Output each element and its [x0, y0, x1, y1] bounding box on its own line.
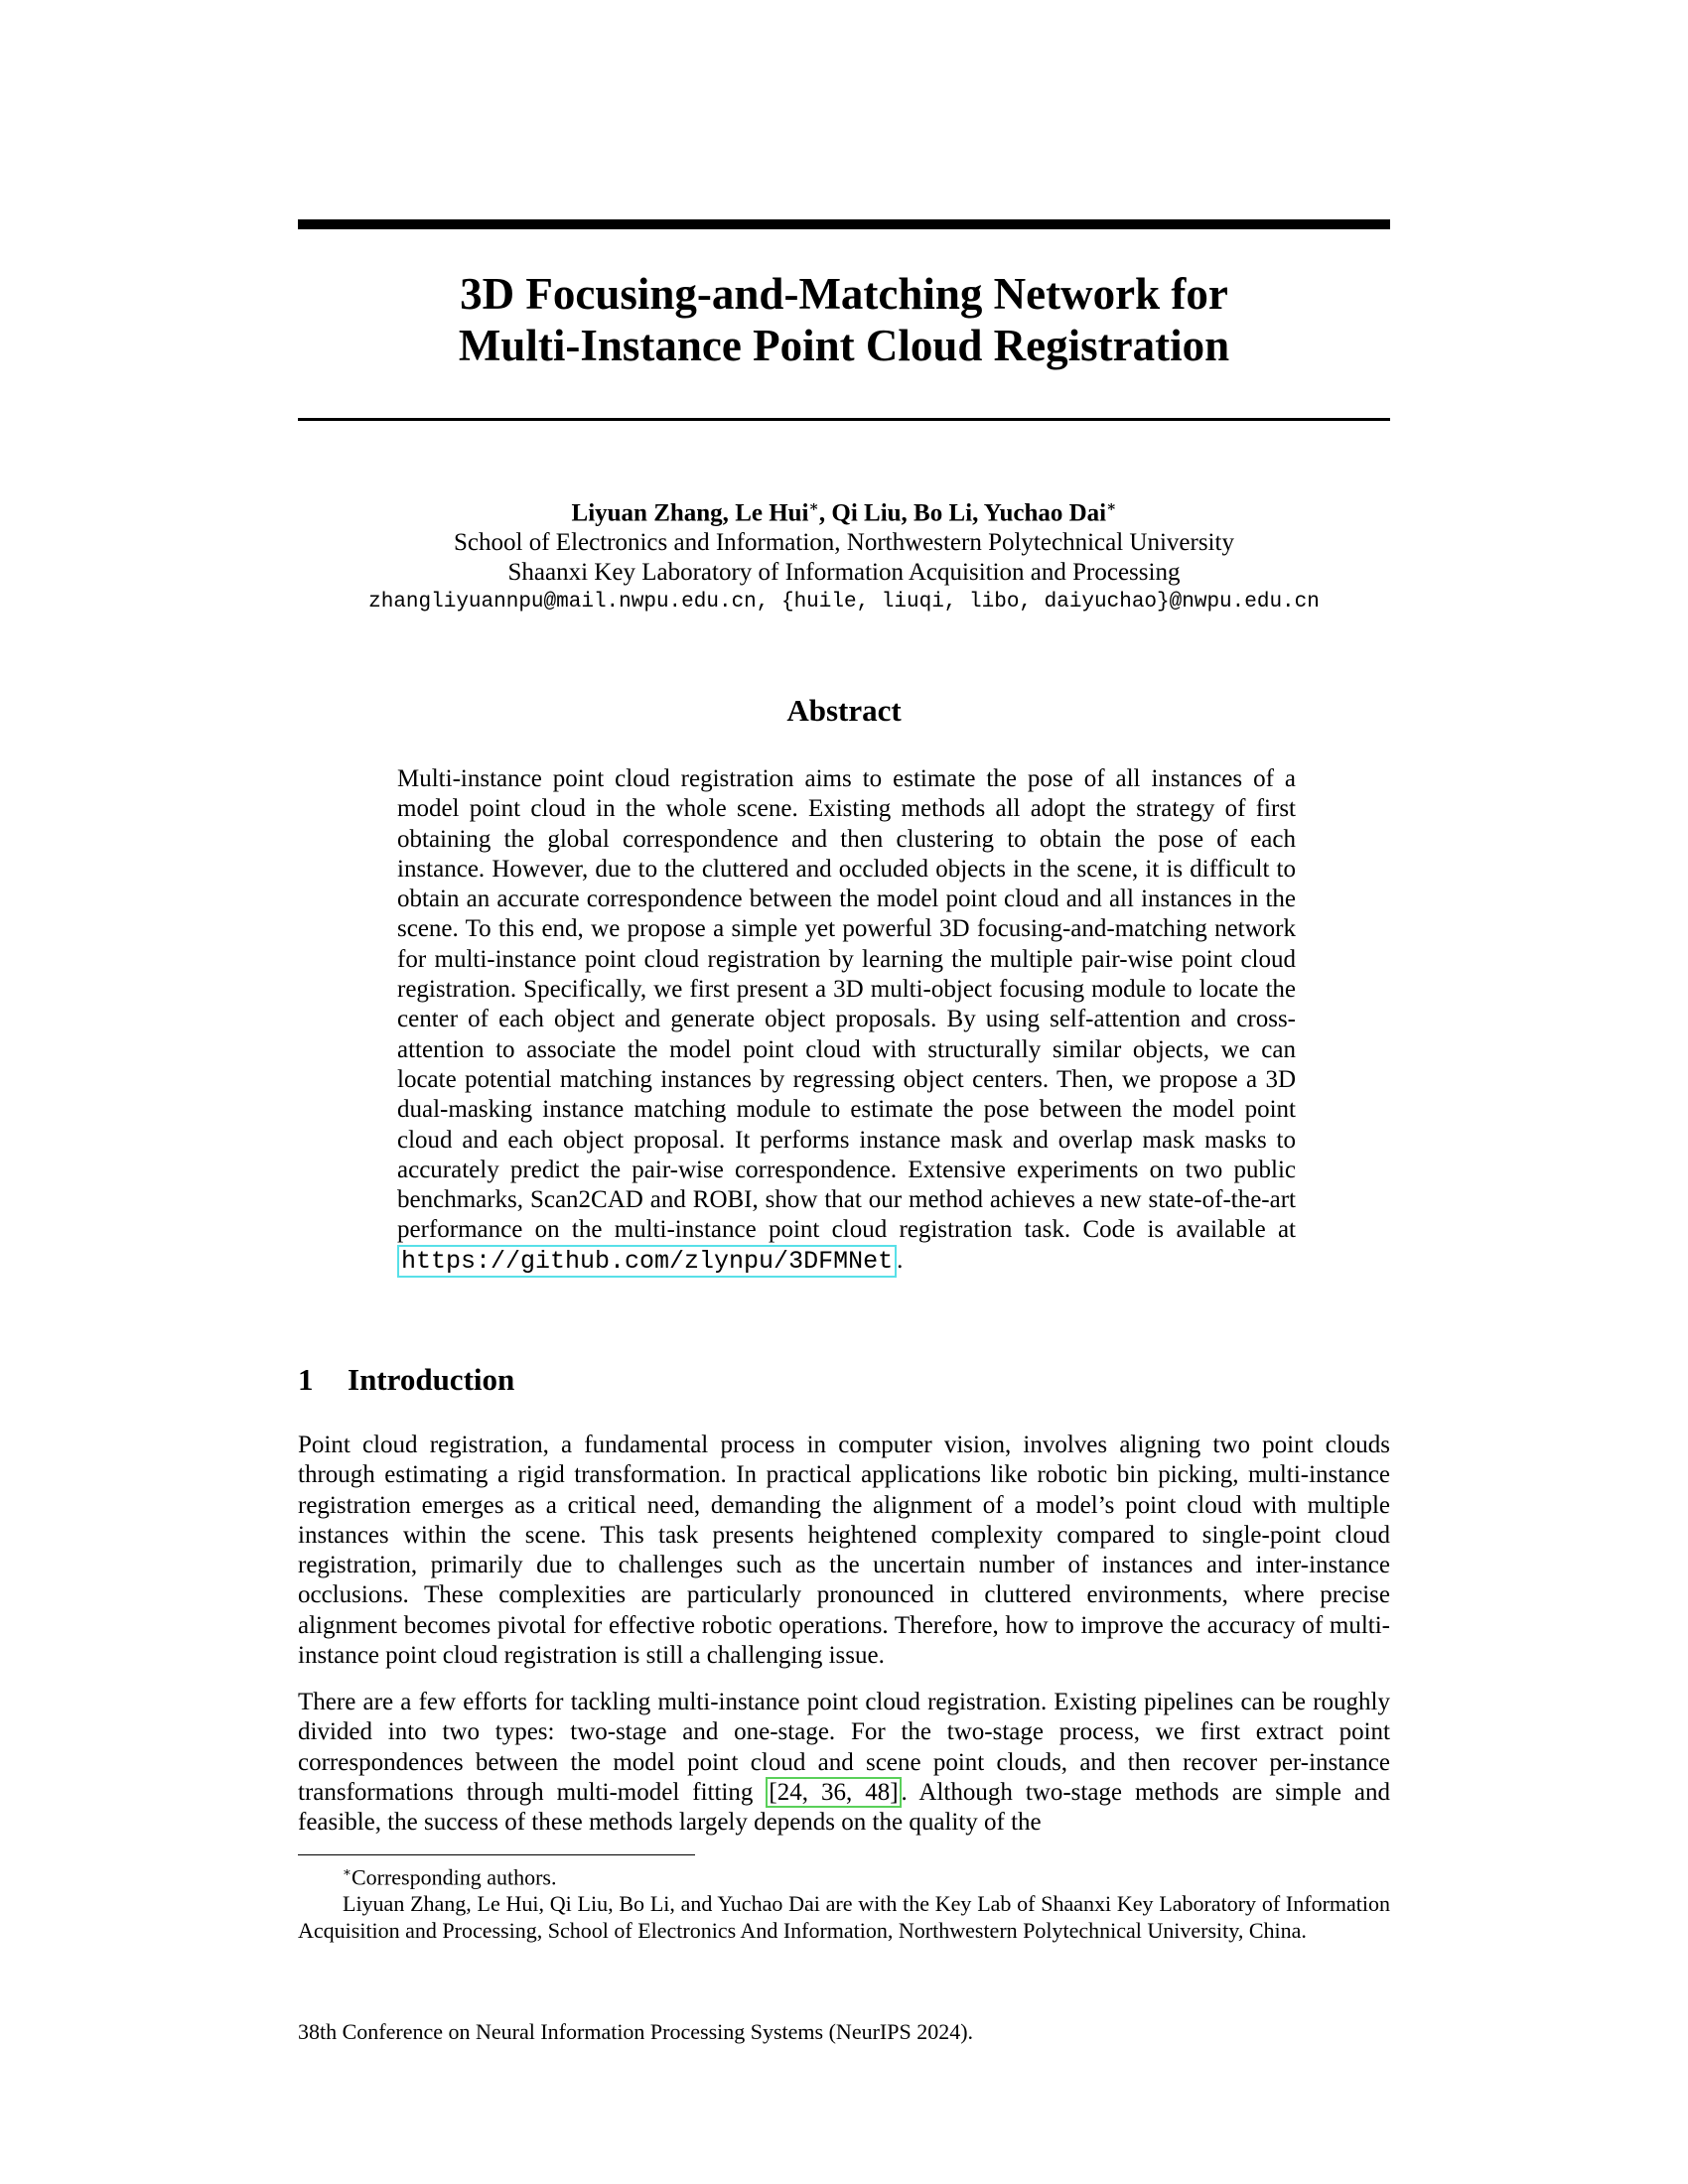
section-title: Introduction [348, 1362, 515, 1397]
footnotes [298, 1858, 1390, 1944]
abstract-body: Multi-instance point cloud registration aims to estimate the pose of all instances of a model point cloud in the whole scene. Existing methods all adopt the strategy of first obtaining the global correspondence and then clustering to obtain the pose of each instance. However, due to the cluttered and occluded objects in the scene, it is difficult to obtain an accurate correspondence between the model point cloud and all instances in the scene. To this end, we propose a simple yet powerful 3D focusing-and-matching network for multi-instance point cloud registration by learning the multiple pair-wise point cloud registration. Specifically, we first present a 3D multi-object focusing module to locate the center of each object and generate object proposals. By using self-attention and cross-attention to associate the model point cloud with structurally similar objects, we can locate potential matching instances by regressing object centers. Then, we propose a 3D dual-masking instance matching module to estimate the pose between the model point cloud and each object proposal. It performs instance mask and overlap mask masks to accurately predict the pair-wise correspondence. Extensive experiments on two public benchmarks, Scan2CAD and ROBI, show that our method achieves a new state-of-the-art performance on the multi-instance point cloud registration task. Code is available at https://github.com/zlynpu/3DFMNet . [397, 765, 1296, 1276]
citation-group[interactable]: [24, 36, 48] [766, 1777, 901, 1808]
affiliation-1: School of Electronics and Information, Northwestern Polytechnical University [454, 529, 1234, 557]
title-line-2: Multi-Instance Point Cloud Registration [458, 321, 1230, 370]
section-number: 1 [298, 1362, 314, 1397]
corresponding-mark: ∗ [808, 499, 819, 515]
affiliation-2: Shaanxi Key Laboratory of Information Acquisition and Processing [507, 559, 1181, 587]
code-link[interactable]: https://github.com/zlynpu/3DFMNet [397, 1245, 897, 1278]
code-prefix: Code is available at [1082, 1216, 1296, 1244]
footnote-rule [298, 1854, 695, 1855]
author-emails: zhangliyuannpu@mail.nwpu.edu.cn, {huile, liuqi, libo, daiyuchao}@nwpu.edu.cn [368, 591, 1320, 614]
title-top-rule [298, 219, 1390, 229]
title-bottom-rule [298, 418, 1390, 421]
abstract-text: Multi-instance point cloud registration aims to estimate the pose of all instances of a model point cloud in the whole scene. Existing methods all adopt the strategy of first obtaining the global correspondence and then clustering to obtain the pose of each instance. However, due to the cluttered and occluded objects in the scene, it is difficult to obtain an accurate correspondence between the model point cloud and all instances in the scene. To this end, we propose a simple yet powerful 3D focusing-and-matching network for multi-instance point cloud registration by learning the multiple pair-wise point cloud registration. Specifically, we first present a 3D multi-object focusing module to locate the center of each object and generate object proposals. By using self-attention and cross-attention to associate the model point cloud with structurally similar objects, we can locate potential matching instances by regressing object centers. Then, we propose a 3D dual-masking instance matching module to estimate the pose between the model point cloud and each object proposal. It performs instance mask and overlap mask masks to accurately predict the pair-wise correspondence. Extensive experiments on two public benchmarks, Scan2CAD and ROBI, show that our method achieves a new state-of-the-art performance on the multi-instance point cloud registration task. [397, 765, 1296, 1244]
citation-48[interactable]: 48 [865, 1778, 891, 1806]
footnote-corresponding: ∗Corresponding authors. [343, 1864, 557, 1890]
intro-paragraph-2: There are a few efforts for tackling multi-instance point cloud registration. Existing pipelines can be roughly divided into two types: two-stage and one-stage. For the two-stage process, we first extract point correspondences between the model point cloud and scene point clouds, and then recover per-instance transformations through multi-model fitting [24, 36, 48] . Although two-stage methods are simple and feasible, the success of these methods largely depends on the quality of the [298, 1689, 1391, 1837]
author-block [298, 492, 1390, 617]
section-heading-introduction [298, 1362, 514, 1398]
corresponding-mark: ∗ [1106, 499, 1117, 515]
author-names: Liyuan Zhang, Le Hui∗, Qi Liu, Bo Li, Yuchao Dai∗ [571, 499, 1117, 527]
abstract-heading: Abstract [786, 693, 902, 728]
paper-title [298, 268, 1390, 371]
conference-note: 38th Conference on Neural Information Processing Systems (NeurIPS 2024). [298, 2019, 974, 2044]
footnote-affiliation: Liyuan Zhang, Le Hui, Qi Liu, Bo Li, and Yuchao Dai are with the Key Lab of Shaanxi Key Laboratory of Information Acquisition and Processing, School of Electronics And Information, Northwestern Polytechnical University, China. [298, 1891, 1390, 1944]
intro-paragraph-1: Point cloud registration, a fundamental process in computer vision, involves aligning two point clouds through estimating a rigid transformation. In practical applications like robotic bin picking, multi-instance registration emerges as a critical need, demanding the alignment of a model’s point cloud with multiple instances within the scene. This task presents heightened complexity compared to single-point cloud registration, primarily due to challenges such as the uncertain number of instances and inter-instance occlusions. These complexities are particularly pronounced in cluttered environments, where precise alignment becomes pivotal for effective robotic operations. Therefore, how to improve the accuracy of multi-instance point cloud registration is still a challenging issue. [298, 1432, 1390, 1670]
citation-36[interactable]: 36 [820, 1778, 846, 1806]
title-line-1: 3D Focusing-and-Matching Network for [460, 269, 1228, 319]
citation-24[interactable]: 24 [776, 1778, 802, 1806]
